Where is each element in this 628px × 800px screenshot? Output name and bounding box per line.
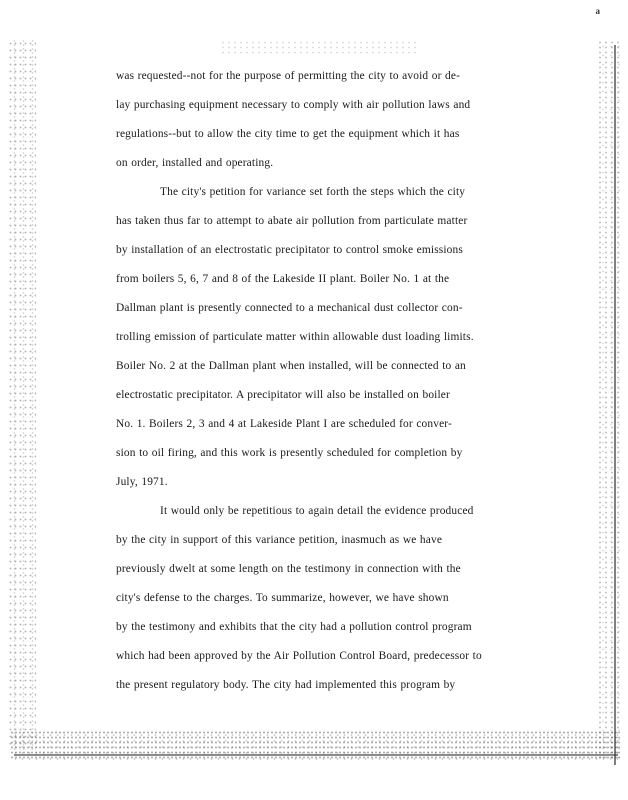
text-line: The city's petition for variance set forth the steps which the city — [160, 186, 466, 198]
document-body — [116, 62, 576, 700]
text-line: sion to oil firing, and this work is presently scheduled for completion by — [116, 447, 463, 459]
text-line: No. 1. Boilers 2, 3 and 4 at Lakeside Plant I are scheduled for conver- — [116, 418, 452, 430]
scan-edge-bottom — [14, 754, 618, 756]
text-line: has taken thus far to attempt to abate air pollution from particulate matter — [116, 215, 468, 227]
text-line: the present regulatory body. The city had implemented this program by — [116, 679, 456, 691]
text-line: Dallman plant is presently connected to a mechanical dust collector con- — [116, 302, 463, 314]
scan-noise-top — [220, 40, 420, 54]
text-line: on order, installed and operating. — [116, 157, 274, 169]
text-line: lay purchasing equipment necessary to comply with air pollution laws and — [116, 99, 471, 111]
scan-noise-right — [596, 40, 622, 760]
text-line: Boiler No. 2 at the Dallman plant when installed, will be connected to an — [116, 360, 466, 372]
page-mark: a — [595, 6, 600, 16]
text-line: which had been approved by the Air Pollution Control Board, predecessor to — [116, 650, 482, 662]
text-line: by the city in support of this variance petition, inasmuch as we have — [116, 534, 443, 546]
text-line: previously dwelt at some length on the testimony in connection with the — [116, 563, 461, 575]
text-line: was requested--not for the purpose of permitting the city to avoid or de- — [116, 70, 461, 82]
text-line: trolling emission of particulate matter within allowable dust loading limits. — [116, 331, 474, 343]
text-line: It would only be repetitious to again detail the evidence produced — [160, 505, 474, 517]
text-line: from boilers 5, 6, 7 and 8 of the Lakeside II plant. Boiler No. 1 at the — [116, 273, 450, 285]
text-line: city's defense to the charges. To summarize, however, we have shown — [116, 592, 449, 604]
scan-edge-right — [614, 45, 616, 765]
scan-noise-left — [8, 40, 36, 750]
text-line: regulations--but to allow the city time to get the equipment which it has — [116, 128, 460, 140]
text-line: July, 1971. — [116, 476, 168, 488]
text-line: electrostatic precipitator. A precipitator will also be installed on boiler — [116, 389, 450, 401]
text-line: by installation of an electrostatic precipitator to control smoke emissions — [116, 244, 463, 256]
text-line: by the testimony and exhibits that the city had a pollution control program — [116, 621, 472, 633]
